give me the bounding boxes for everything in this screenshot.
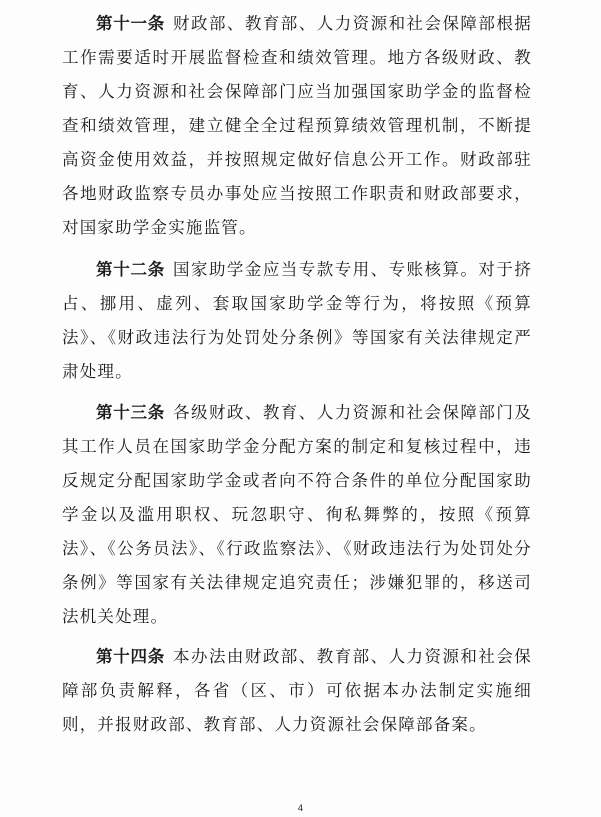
article-14-heading: 第十四条	[96, 647, 166, 666]
page-number: 4	[297, 804, 304, 814]
article-12-heading: 第十二条	[96, 260, 166, 279]
article-12	[62, 253, 532, 389]
article-14	[62, 640, 532, 742]
article-13-heading: 第十三条	[96, 403, 166, 422]
article-14-body: 本办法由财政部、教育部、人力资源和社会保障部负责解释，各省（区、市）可依据本办法制定实施细则，并报财政部、教育部、人力资源社会保障部备案。	[62, 647, 533, 734]
article-12-body: 国家助学金应当专款专用、专账核算。对于挤占、挪用、虚列、套取国家助学金等行为，将按照《预算法》、《财政违法行为处罚处分条例》等国家有关法律规定严肃处理。	[62, 260, 533, 381]
article-13-body: 各级财政、教育、人力资源和社会保障部门及其工作人员在国家助学金分配方案的制定和复核过程中，违反规定分配国家助学金或者向不符合条件的单位分配国家助学金以及滥用职权、玩忽职守、徇私舞弊的，按照《预算法》、《公务员法》、《行政监察法》、《财政违法行为处罚处分条例》等国家有关法律规定追究责任；涉嫌犯罪的，移送司法机关处理。	[62, 403, 533, 626]
article-11-body: 财政部、教育部、人力资源和社会保障部根据工作需要适时开展监督检查和绩效管理。地方各级财政、教育、人力资源和社会保障部门应当加强国家助学金的监督检查和绩效管理，建立健全全过程预算绩效管理机制，不断提高资金使用效益，并按照规定做好信息公开工作。财政部驻各地财政监察专员办事处应当按照工作职责和财政部要求，对国家助学金实施监管。	[62, 14, 533, 237]
article-11	[62, 7, 532, 245]
article-11-heading: 第十一条	[96, 14, 166, 33]
article-13	[62, 396, 532, 634]
